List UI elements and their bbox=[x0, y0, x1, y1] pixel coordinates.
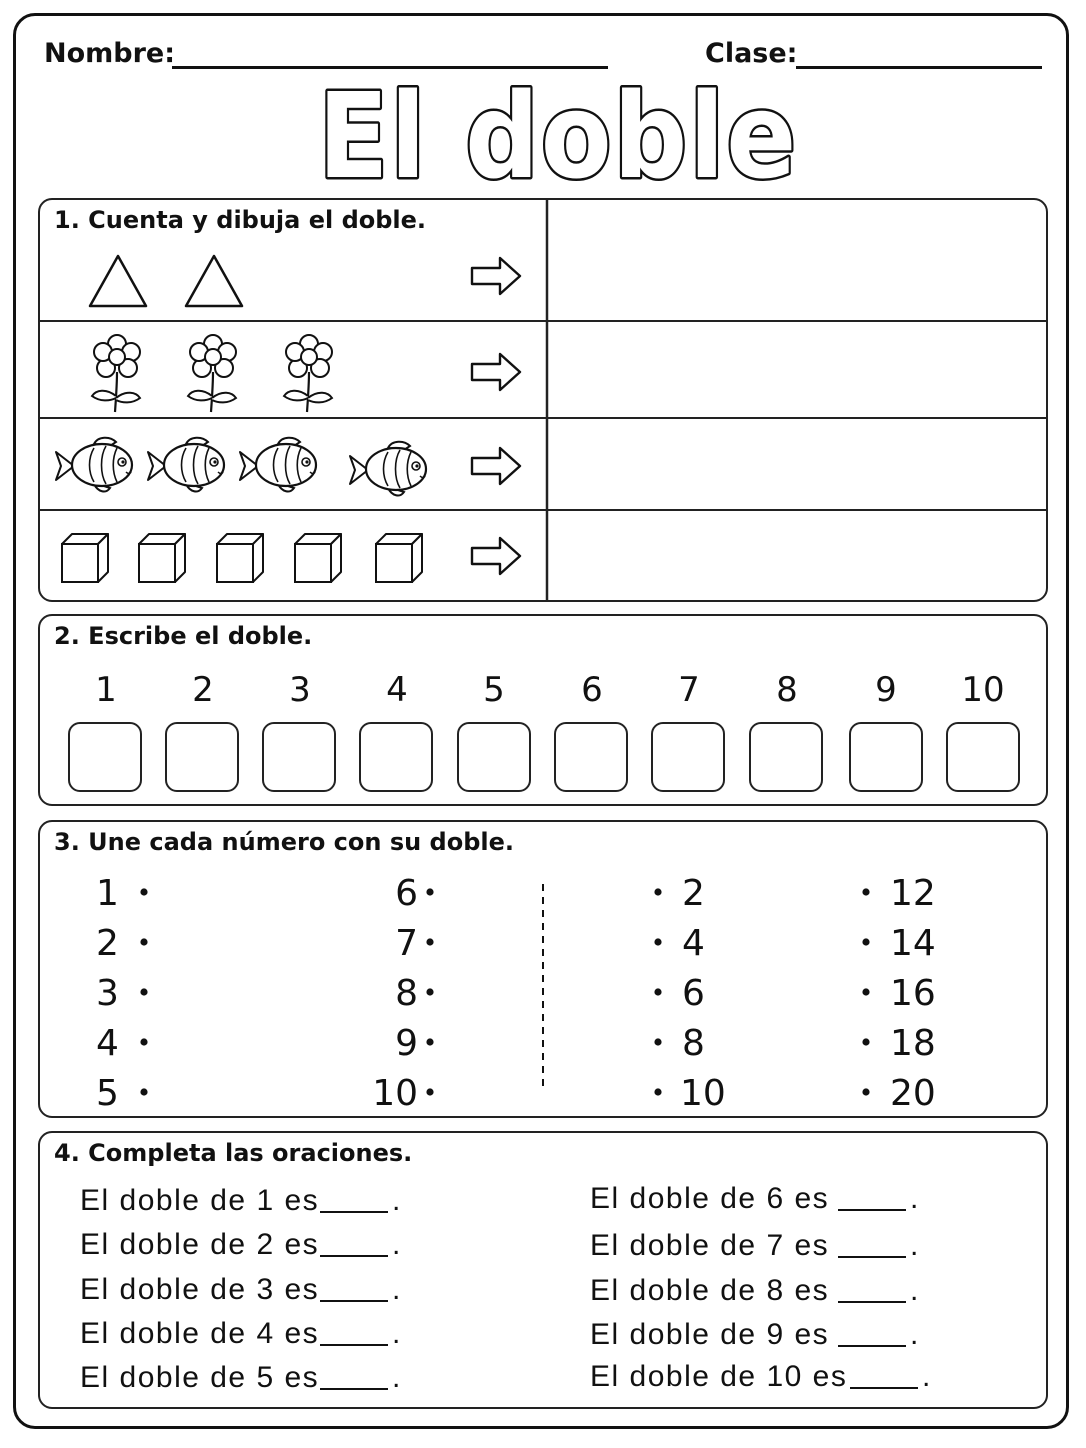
match-dot[interactable] bbox=[862, 1038, 869, 1045]
triangle-icon bbox=[186, 256, 242, 306]
section-count-draw bbox=[38, 198, 1048, 602]
right-arrow-icon bbox=[472, 538, 520, 574]
fish-icon bbox=[350, 442, 426, 496]
match-dot[interactable] bbox=[654, 1038, 661, 1045]
section-match bbox=[38, 820, 1048, 1118]
sentence-period: . bbox=[910, 1182, 920, 1215]
class-label: Clase: bbox=[705, 38, 798, 69]
sentence-text: El doble de 5 es bbox=[80, 1361, 320, 1394]
match-dot[interactable] bbox=[862, 1088, 869, 1095]
match-dot[interactable] bbox=[426, 1088, 433, 1095]
sentence-period: . bbox=[392, 1317, 402, 1350]
number-label: 1 bbox=[95, 670, 117, 710]
match-number: 1 bbox=[96, 873, 119, 914]
match-double: 4 bbox=[682, 923, 705, 964]
answer-blank[interactable] bbox=[320, 1255, 388, 1257]
answer-box[interactable] bbox=[749, 722, 823, 792]
match-double: 2 bbox=[682, 873, 705, 914]
section-write-double bbox=[38, 614, 1048, 806]
section-complete-sentences bbox=[38, 1131, 1048, 1409]
match-number: 6 bbox=[395, 873, 418, 914]
answer-box[interactable] bbox=[262, 722, 336, 792]
match-dot[interactable] bbox=[654, 888, 661, 895]
match-double: 20 bbox=[890, 1073, 936, 1114]
match-number: 3 bbox=[96, 973, 119, 1014]
match-number: 2 bbox=[96, 923, 119, 964]
draw-answer-cell[interactable] bbox=[548, 419, 1046, 510]
sentence-text: El doble de 7 es bbox=[590, 1229, 830, 1262]
match-dot[interactable] bbox=[426, 1038, 433, 1045]
match-double: 10 bbox=[680, 1073, 726, 1114]
sentence-period: . bbox=[910, 1274, 920, 1307]
match-dot[interactable] bbox=[426, 938, 433, 945]
answer-blank[interactable] bbox=[838, 1256, 906, 1258]
match-number: 7 bbox=[395, 923, 418, 964]
answer-box[interactable] bbox=[359, 722, 433, 792]
cube-icon bbox=[217, 534, 263, 582]
number-label: 10 bbox=[961, 670, 1005, 710]
match-number: 5 bbox=[96, 1073, 119, 1114]
match-double: 12 bbox=[890, 873, 936, 914]
answer-blank[interactable] bbox=[838, 1301, 906, 1303]
sentence-text: El doble de 4 es bbox=[80, 1317, 320, 1350]
match-dot[interactable] bbox=[654, 1088, 661, 1095]
arrows-column bbox=[468, 256, 528, 586]
sentence-period: . bbox=[392, 1361, 402, 1394]
match-double: 6 bbox=[682, 973, 705, 1014]
answer-blank[interactable] bbox=[320, 1300, 388, 1302]
sentence-period: . bbox=[910, 1318, 920, 1351]
sentence-period: . bbox=[392, 1184, 402, 1217]
answer-blank[interactable] bbox=[850, 1387, 918, 1389]
match-number: 10 bbox=[372, 1073, 418, 1114]
answer-box[interactable] bbox=[849, 722, 923, 792]
draw-answer-cell[interactable] bbox=[548, 200, 1046, 321]
number-label: 3 bbox=[289, 670, 311, 710]
triangle-icon bbox=[90, 256, 146, 306]
sentence-period: . bbox=[910, 1229, 920, 1262]
draw-answer-cell[interactable] bbox=[548, 322, 1046, 418]
match-number: 4 bbox=[96, 1023, 119, 1064]
answer-box[interactable] bbox=[651, 722, 725, 792]
answer-blank[interactable] bbox=[838, 1209, 906, 1211]
cubes-row bbox=[58, 528, 448, 588]
match-dot[interactable] bbox=[654, 988, 661, 995]
flower-icon bbox=[92, 335, 140, 412]
name-field[interactable] bbox=[172, 66, 608, 69]
answer-box[interactable] bbox=[946, 722, 1020, 792]
number-label: 6 bbox=[581, 670, 603, 710]
number-label: 4 bbox=[386, 670, 408, 710]
answer-blank[interactable] bbox=[838, 1345, 906, 1347]
cube-icon bbox=[139, 534, 185, 582]
match-double: 8 bbox=[682, 1023, 705, 1064]
match-number: 9 bbox=[395, 1023, 418, 1064]
cube-icon bbox=[376, 534, 422, 582]
section2-title: 2. Escribe el doble. bbox=[54, 622, 313, 650]
fish-icon bbox=[148, 438, 224, 492]
cube-icon bbox=[62, 534, 108, 582]
match-dot[interactable] bbox=[862, 988, 869, 995]
cube-icon bbox=[295, 534, 341, 582]
match-dot[interactable] bbox=[426, 988, 433, 995]
match-number: 8 bbox=[395, 973, 418, 1014]
match-double: 16 bbox=[890, 973, 936, 1014]
name-label: Nombre: bbox=[44, 38, 176, 69]
sentence-period: . bbox=[922, 1360, 932, 1393]
draw-answer-cell[interactable] bbox=[548, 511, 1046, 600]
answer-box[interactable] bbox=[554, 722, 628, 792]
answer-box[interactable] bbox=[68, 722, 142, 792]
right-arrow-icon bbox=[472, 448, 520, 484]
section3-title: 3. Une cada número con su doble. bbox=[54, 828, 515, 856]
match-double: 18 bbox=[890, 1023, 936, 1064]
match-dots-layer bbox=[40, 822, 1046, 1116]
answer-box[interactable] bbox=[165, 722, 239, 792]
match-dot[interactable] bbox=[140, 988, 147, 995]
fish-row bbox=[54, 430, 434, 500]
answer-box[interactable] bbox=[457, 722, 531, 792]
sentence-period: . bbox=[392, 1228, 402, 1261]
match-dot[interactable] bbox=[862, 938, 869, 945]
sentence-text: El doble de 6 es bbox=[590, 1182, 830, 1215]
match-dot[interactable] bbox=[140, 888, 147, 895]
number-label: 8 bbox=[776, 670, 798, 710]
page-title-art bbox=[0, 72, 1086, 192]
sentence-text: El doble de 2 es bbox=[80, 1228, 320, 1261]
section4-title: 4. Completa las oraciones. bbox=[54, 1139, 413, 1167]
sentence-text: El doble de 10 es bbox=[590, 1360, 848, 1393]
flowers-row bbox=[78, 328, 358, 414]
answer-blank[interactable] bbox=[320, 1211, 388, 1213]
match-dot[interactable] bbox=[426, 888, 433, 895]
match-dot[interactable] bbox=[862, 888, 869, 895]
match-double: 14 bbox=[890, 923, 936, 964]
section1-title: 1. Cuenta y dibuja el doble. bbox=[54, 206, 427, 234]
flower-icon bbox=[284, 335, 332, 412]
number-label: 2 bbox=[192, 670, 214, 710]
sentence-period: . bbox=[392, 1273, 402, 1306]
match-dot[interactable] bbox=[140, 1038, 147, 1045]
match-dot[interactable] bbox=[140, 1088, 147, 1095]
fish-icon bbox=[240, 438, 316, 492]
sentence-text: El doble de 1 es bbox=[80, 1184, 320, 1217]
class-field[interactable] bbox=[796, 66, 1042, 69]
sentence-text: El doble de 3 es bbox=[80, 1273, 320, 1306]
match-dot[interactable] bbox=[140, 938, 147, 945]
answer-blank[interactable] bbox=[320, 1388, 388, 1390]
page-title: El doble bbox=[318, 72, 798, 192]
flower-icon bbox=[188, 335, 236, 412]
fish-icon bbox=[56, 438, 132, 492]
match-dot[interactable] bbox=[654, 938, 661, 945]
answer-blank[interactable] bbox=[320, 1344, 388, 1346]
triangles-row bbox=[84, 252, 254, 312]
right-arrow-icon bbox=[472, 354, 520, 390]
number-label: 9 bbox=[875, 670, 897, 710]
right-arrow-icon bbox=[472, 258, 520, 294]
sentence-text: El doble de 9 es bbox=[590, 1318, 830, 1351]
sentence-text: El doble de 8 es bbox=[590, 1274, 830, 1307]
number-label: 7 bbox=[678, 670, 700, 710]
number-label: 5 bbox=[483, 670, 505, 710]
